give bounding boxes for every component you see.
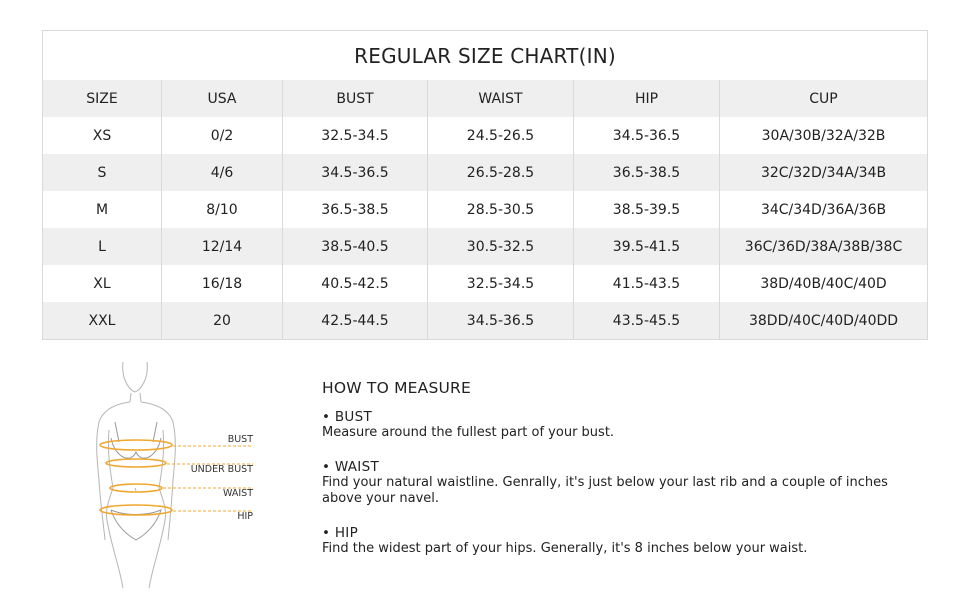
cell-usa: 4/6 (162, 154, 283, 191)
column-header-size: SIZE (43, 80, 162, 117)
measure-item-hip (322, 525, 922, 557)
cell-usa: 20 (162, 302, 283, 340)
cell-hip: 34.5-36.5 (574, 117, 720, 154)
cell-cup: 38DD/40C/40D/40DD (720, 302, 928, 340)
cell-bust: 32.5-34.5 (283, 117, 428, 154)
measure-item-title: • HIP (322, 525, 359, 541)
cell-waist: 24.5-26.5 (428, 117, 574, 154)
cell-bust: 42.5-44.5 (283, 302, 428, 340)
cell-size: S (43, 154, 162, 191)
cell-size: L (43, 228, 162, 265)
cell-hip: 39.5-41.5 (574, 228, 720, 265)
cell-waist: 32.5-34.5 (428, 265, 574, 302)
table-row (43, 117, 928, 154)
table-row (43, 154, 928, 191)
cell-size: M (95, 201, 109, 218)
cell-waist: 34.5-36.5 (428, 302, 574, 340)
cell-hip: 43.5-45.5 (574, 302, 720, 340)
cell-size: XL (93, 275, 111, 292)
cell-waist: 26.5-28.5 (428, 154, 574, 191)
measure-item-title: • BUST (322, 409, 373, 425)
leader-lines (163, 446, 253, 511)
cell-usa: 16/18 (162, 265, 283, 302)
measure-item-title: • WAIST (322, 459, 379, 475)
figure-label-bust: BUST (227, 434, 253, 445)
column-header-usa: USA (162, 80, 283, 117)
measure-item-description: Find the widest part of your hips. Generally, it's 8 inches below your waist. (322, 541, 808, 556)
cell-waist: 30.5-32.5 (428, 228, 574, 265)
cell-cup: 30A/30B/32A/32B (720, 117, 928, 154)
cell-bust: 40.5-42.5 (283, 265, 428, 302)
column-header-bust: BUST (283, 80, 428, 117)
cell-cup: 34C/34D/36A/36B (720, 191, 928, 228)
how-to-measure-section (322, 380, 922, 575)
table-row (43, 302, 928, 340)
how-to-measure-title: HOW TO MEASURE (322, 379, 472, 397)
cell-hip: 41.5-43.5 (574, 265, 720, 302)
cell-usa: 8/10 (162, 191, 283, 228)
column-header-waist: WAIST (428, 80, 574, 117)
cell-hip: 36.5-38.5 (574, 154, 720, 191)
cell-size: XXL (43, 302, 162, 340)
measure-item-description: Find your natural waistline. Genrally, it's just below your last rib and a couple of inches above your navel. (322, 475, 888, 506)
table-row (43, 228, 928, 265)
body-outline (97, 362, 176, 588)
cell-cup: 38D/40B/40C/40D (720, 265, 928, 302)
cell-hip: 38.5-39.5 (574, 191, 720, 228)
body-measurement-figure (85, 360, 260, 590)
cell-bust: 36.5-38.5 (283, 191, 428, 228)
measure-item-description: Measure around the fullest part of your bust. (322, 425, 615, 440)
column-header-cup: CUP (720, 80, 928, 117)
bust-band (100, 440, 172, 450)
table-row (43, 265, 928, 302)
column-header-hip: HIP (574, 80, 720, 117)
cell-size: XS (92, 127, 112, 144)
measure-item-bust (322, 409, 922, 441)
cell-cup: 36C/36D/38A/38B/38C (720, 228, 928, 265)
figure-label-under-bust: UNDER BUST (190, 464, 253, 475)
cell-bust: 34.5-36.5 (283, 154, 428, 191)
cell-waist: 28.5-30.5 (428, 191, 574, 228)
size-chart-title: REGULAR SIZE CHART(IN) (354, 43, 616, 68)
measure-item-waist (322, 459, 922, 507)
cell-bust: 38.5-40.5 (283, 228, 428, 265)
cell-usa: 12/14 (162, 228, 283, 265)
cell-cup: 32C/32D/34A/34B (720, 154, 928, 191)
size-chart-table (42, 30, 928, 340)
header-row (43, 80, 928, 117)
cell-usa: 0/2 (162, 117, 283, 154)
under-bust-band (106, 459, 166, 467)
table-row (43, 191, 928, 228)
figure-label-waist: WAIST (222, 488, 253, 499)
figure-label-hip: HIP (237, 511, 253, 522)
